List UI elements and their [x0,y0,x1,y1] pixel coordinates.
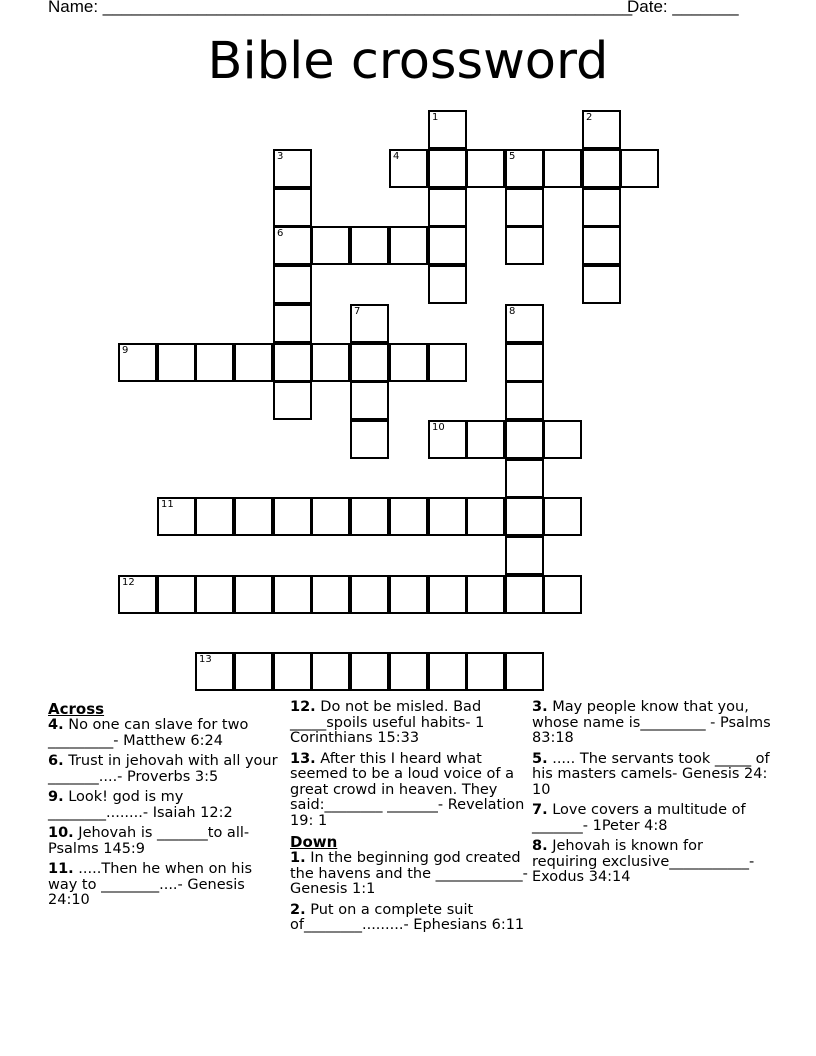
grid-cell[interactable] [505,188,544,227]
clue-number: 3 [277,151,284,162]
clue-number: 6. [48,753,64,769]
grid-cell[interactable] [234,575,273,614]
clue-number: 9. [48,789,64,805]
clue-number: 9 [122,345,129,356]
grid-cell[interactable] [195,343,234,382]
grid-cell[interactable] [311,343,350,382]
grid-cell[interactable] [350,381,389,420]
clue-text: Jehovah is _______to all- Psalms 145:9 [48,825,250,857]
grid-cell[interactable] [543,575,582,614]
grid-cell[interactable] [466,575,505,614]
clue-text: Look! god is my ________........- Isaiah 12:2 [48,789,233,821]
grid-cell[interactable] [428,575,467,614]
grid-cell[interactable] [389,575,428,614]
grid-cell[interactable] [389,497,428,536]
grid-cell[interactable] [582,265,621,304]
clue-text: After this I heard what seemed to be a loud voice of a great crowd in heaven. They said:________ _______- Revelation 19: 1 [290,750,525,829]
grid-cell[interactable] [273,265,312,304]
grid-cell[interactable] [505,536,544,575]
clue-text: In the beginning god created the havens and the ____________- Genesis 1:1 [290,850,528,897]
grid-cell[interactable] [428,652,467,691]
clue-number: 1. [290,850,306,866]
grid-cell[interactable] [428,343,467,382]
grid-cell[interactable] [350,575,389,614]
clue-number: 11 [161,499,174,510]
grid-cell[interactable] [543,497,582,536]
grid-cell[interactable] [505,381,544,420]
clue-number: 1 [432,112,439,123]
grid-cell[interactable] [505,149,544,188]
grid-cell[interactable] [466,652,505,691]
grid-cell[interactable] [505,343,544,382]
grid-cell[interactable] [466,420,505,459]
name-field[interactable]: Name: ________________________________________________________ [48,0,633,16]
clue-number: 5 [509,151,516,162]
grid-cell[interactable] [195,497,234,536]
clue-text: Trust in jehovah with all your _______....- Proverbs 3:5 [48,753,278,785]
grid-cell[interactable] [505,459,544,498]
grid-cell[interactable] [311,497,350,536]
clue [48,790,278,821]
clue-text: Love covers a multitude of _______- 1Peter 4:8 [532,802,746,834]
grid-cell[interactable] [195,652,234,691]
clue-number: 10 [432,422,445,433]
clue [48,862,278,909]
grid-cell[interactable] [273,149,312,188]
clue-text: .....Then he when on his way to ________....- Genesis 24:10 [48,861,253,908]
clue [48,754,278,785]
grid-cell[interactable] [234,497,273,536]
grid-cell[interactable] [582,188,621,227]
clue-number: 8. [532,838,548,854]
grid-cell[interactable] [582,226,621,265]
clue-number: 4 [393,151,400,162]
grid-cell[interactable] [273,381,312,420]
date-field[interactable]: Date: _______ [627,0,739,16]
clue-text: Jehovah is known for requiring exclusive___________- Exodus 34:14 [532,838,755,885]
clue [532,752,772,799]
grid-cell[interactable] [505,652,544,691]
grid-cell[interactable] [350,420,389,459]
grid-cell[interactable] [389,226,428,265]
grid-cell[interactable] [428,188,467,227]
clue [532,803,772,834]
clue-text: May people know that you, whose name is_________ - Psalms 83:18 [532,699,771,746]
page-title: Bible crossword [207,32,609,91]
clue-text: Put on a complete suit of________.........- Ephesians 6:11 [290,901,525,933]
clue [48,718,278,749]
grid-cell[interactable] [428,420,467,459]
clue-number: 3. [532,699,548,715]
grid-cell[interactable] [582,110,621,149]
grid-cell[interactable] [234,343,273,382]
clue-number: 8 [509,306,516,317]
across-heading: Across [48,700,105,718]
grid-cell[interactable] [273,226,312,265]
clue-number: 7. [532,802,548,818]
grid-cell[interactable] [350,652,389,691]
grid-cell[interactable] [428,149,467,188]
clue-number: 13. [290,750,316,767]
grid-cell[interactable] [428,110,467,149]
grid-cell[interactable] [466,149,505,188]
clue [532,839,772,886]
grid-cell[interactable] [273,497,312,536]
grid-cell[interactable] [620,149,659,188]
clue [290,903,528,934]
grid-cell[interactable] [350,226,389,265]
grid-cell[interactable] [428,265,467,304]
grid-cell[interactable] [195,575,234,614]
grid-cell[interactable] [157,497,196,536]
grid-cell[interactable] [505,226,544,265]
grid-cell[interactable] [273,188,312,227]
grid-cell[interactable] [350,497,389,536]
clues-column-3 [532,700,772,891]
grid-cell[interactable] [543,420,582,459]
grid-cell[interactable] [389,149,428,188]
clue-number: 2 [586,112,593,123]
clue [48,826,278,857]
grid-cell[interactable] [311,652,350,691]
clue-number: 4. [48,717,64,733]
clue [290,752,528,830]
clue-text: ..... The servants took _____ of his masters camels- Genesis 24: 10 [532,750,770,798]
clues-column-1 [48,700,278,914]
grid-cell[interactable] [273,652,312,691]
grid-cell[interactable] [157,575,196,614]
grid-cell[interactable] [389,652,428,691]
grid-cell[interactable] [428,497,467,536]
grid-cell[interactable] [389,343,428,382]
grid-cell[interactable] [311,226,350,265]
clue-number: 13 [199,654,212,665]
grid-cell[interactable] [234,652,273,691]
grid-cell[interactable] [505,304,544,343]
grid-cell[interactable] [118,343,157,382]
clue [532,700,772,747]
grid-cell[interactable] [582,149,621,188]
clue-number: 11. [48,861,74,877]
clue [290,851,528,898]
clue-number: 5. [532,750,548,767]
clue-number: 2. [290,901,306,918]
grid-cell[interactable] [466,497,505,536]
down-heading: Down [290,833,338,851]
grid-cell[interactable] [273,304,312,343]
grid-cell[interactable] [428,226,467,265]
grid-cell[interactable] [350,304,389,343]
grid-cell[interactable] [118,575,157,614]
clue-number: 7 [354,306,361,317]
clues-column-2 [290,700,528,939]
clue-text: Do not be misled. Bad _____spoils useful habits- 1 Corinthians 15:33 [290,699,485,746]
grid-cell[interactable] [311,575,350,614]
grid-cell[interactable] [543,149,582,188]
clue-text: No one can slave for two _________- Matthew 6:24 [48,717,249,749]
grid-cell[interactable] [505,575,544,614]
clue [290,700,528,747]
grid-cell[interactable] [505,497,544,536]
grid-cell[interactable] [273,343,312,382]
grid-cell[interactable] [273,575,312,614]
clue-number: 6 [277,228,284,239]
grid-cell[interactable] [157,343,196,382]
grid-cell[interactable] [350,343,389,382]
clue-number: 12 [122,577,135,588]
clue-number: 10. [48,825,74,841]
grid-cell[interactable] [505,420,544,459]
clue-number: 12. [290,699,316,715]
